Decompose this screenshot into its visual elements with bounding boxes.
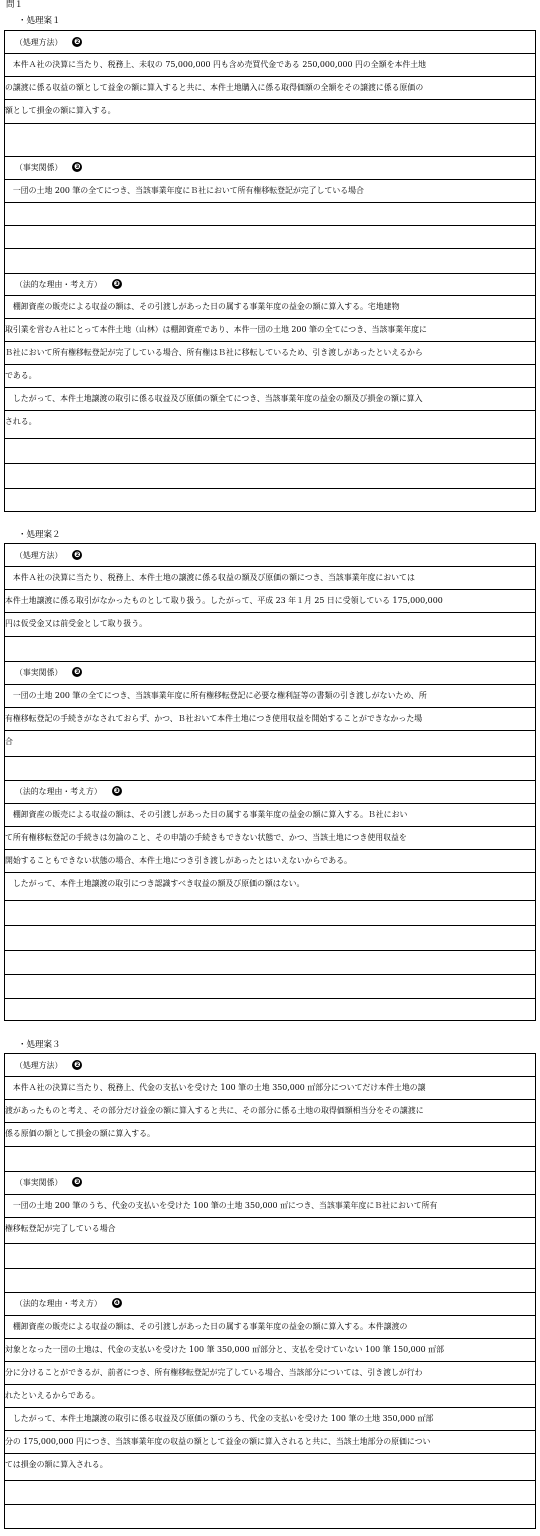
text-line: される。 bbox=[5, 417, 37, 426]
text-line: したがって、本件土地譲渡の取引に係る収益及び原価の額全てにつき、当該事業年度の益金の額及び損金の額に算入 bbox=[5, 394, 423, 403]
text-line: 渡があったものと考え、その部分だけ益金の額に算入すると共に、その部分に係る土地の取得価額相当分をその譲渡に bbox=[5, 1106, 424, 1115]
question-title: 問１ bbox=[6, 0, 24, 10]
text-line: 本件Ａ社の決算に当たり、税務上、代金の支払いを受けた 100 筆の土地 350,000 ㎡部分についてだけ本件土地の譲 bbox=[5, 1083, 426, 1092]
heading-text: （処理方法） bbox=[15, 38, 63, 47]
plan-title: ・処理案３ bbox=[18, 1040, 61, 1050]
text-line: 合 bbox=[5, 737, 13, 746]
number-badge-icon: ❸ bbox=[74, 162, 81, 171]
text-line: 棚卸資産の販売による収益の額は、その引渡しがあった日の属する事業年度の益金の額に算入する。本件譲渡の bbox=[5, 1322, 408, 1331]
text-line: 有権移転登記の手続きがなされておらず、かつ、Ｂ社おいて本件土地につき使用収益を開始することができなかった場 bbox=[5, 714, 423, 723]
plan-box bbox=[4, 543, 536, 1021]
number-badge-icon: ❷ bbox=[74, 37, 81, 46]
plan-title: ・処理案１ bbox=[18, 16, 61, 26]
text-line: 一団の土地 200 筆の全てにつき、当該事業年度に所有権移転登記に必要な権利証等の書類の引き渡しがないため、所 bbox=[5, 691, 427, 700]
section-heading bbox=[15, 1292, 122, 1315]
text-line: 係る原価の額として損金の額に算入する。 bbox=[5, 1129, 155, 1138]
number-badge-icon: ❸ bbox=[113, 279, 120, 288]
number-badge-icon: ❸ bbox=[74, 667, 81, 676]
section-heading bbox=[15, 1054, 82, 1077]
number-badge-icon: ❷ bbox=[74, 1060, 81, 1069]
number-badge-icon: ❷ bbox=[74, 550, 81, 559]
text-line: 額として損金の額に算入する。 bbox=[5, 106, 116, 115]
text-line: 権移転登記が完了している場合 bbox=[5, 1224, 116, 1233]
heading-text: （法的な理由・考え方） bbox=[15, 280, 102, 289]
text-line: 本件土地譲渡に係る取引がなかったものとして取り扱う。したがって、平成 23 年１月 25 日に受領している 175,000,000 bbox=[5, 596, 443, 605]
heading-text: （処理方法） bbox=[15, 1061, 63, 1070]
section-heading bbox=[15, 780, 122, 803]
text-line: 分の 175,000,000 円につき、当該事業年度の収益の額として益金の額に算入されると共に、当該土地部分の原価につい bbox=[5, 1437, 431, 1446]
section-heading bbox=[15, 273, 122, 296]
text-line: 一団の土地 200 筆の全てにつき、当該事業年度にＢ社において所有権移転登記が完了している場合 bbox=[5, 186, 364, 195]
number-badge-icon: ❸ bbox=[74, 1177, 81, 1186]
heading-text: （事実関係） bbox=[15, 668, 63, 677]
text-line: 本件Ａ社の決算に当たり、税務上、本件土地の譲渡に係る収益の額及び原価の額につき、当該事業年度においては bbox=[5, 573, 415, 582]
text-line: したがって、本件土地譲渡の取引に係る収益及び原価の額のうち、代金の支払いを受けた 100 筆の土地 350,000 ㎡部 bbox=[5, 1414, 434, 1423]
text-line: 棚卸資産の販売による収益の額は、その引渡しがあった日の属する事業年度の益金の額に算入する。Ｂ社におい bbox=[5, 810, 408, 819]
heading-text: （事実関係） bbox=[15, 163, 63, 172]
plan-box bbox=[4, 1053, 536, 1529]
section-heading bbox=[15, 156, 82, 179]
text-line: 取引業を営むＡ社にとって本件土地（山林）は棚卸資産であり、本件一団の土地 200 筆の全てにつき、当該事業年度に bbox=[5, 325, 427, 334]
number-badge-icon: ❸ bbox=[113, 786, 120, 795]
text-line: ては損金の額に算入される。 bbox=[5, 1460, 108, 1469]
section-heading bbox=[15, 661, 82, 684]
text-line: 分に分けることができるが、前者につき、所有権移転登記が完了している場合、当該部分については、引き渡しが行わ bbox=[5, 1368, 423, 1377]
section-heading bbox=[15, 544, 82, 567]
plan-box bbox=[4, 30, 536, 512]
text-line: 開始することもできない状態の場合、本件土地につき引き渡しがあったとはいえないからである。 bbox=[5, 856, 352, 865]
plan-title: ・処理案２ bbox=[18, 530, 61, 540]
text-line: Ｂ社において所有権移転登記が完了している場合、所有権はＢ社に移転しているため、引き渡しがあったといえるから bbox=[5, 348, 423, 357]
section-heading bbox=[15, 31, 82, 54]
text-line: の譲渡に係る収益の額として益金の額に算入すると共に、本件土地購入に係る取得価額の全額をその譲渡に係る原価の bbox=[5, 83, 424, 92]
heading-text: （法的な理由・考え方） bbox=[15, 787, 102, 796]
heading-text: （法的な理由・考え方） bbox=[15, 1299, 102, 1308]
text-line: 棚卸資産の販売による収益の額は、その引渡しがあった日の属する事業年度の益金の額に算入する。宅地建物 bbox=[5, 302, 400, 311]
heading-text: （事実関係） bbox=[15, 1178, 63, 1187]
text-line: れたといえるからである。 bbox=[5, 1391, 100, 1400]
text-line: 対象となった一団の土地は、代金の支払いを受けた 100 筆 350,000 ㎡部分と、支払を受けていない 100 筆 150,000 ㎡部 bbox=[5, 1345, 444, 1354]
heading-text: （処理方法） bbox=[15, 551, 63, 560]
text-line: 本件Ａ社の決算に当たり、税務上、未収の 75,000,000 円も含め売買代金である 250,000,000 円の全額を本件土地 bbox=[5, 60, 427, 69]
section-heading bbox=[15, 1171, 82, 1194]
text-line: 一団の土地 200 筆のうち、代金の支払いを受けた 100 筆の土地 350,000 ㎡につき、当該事業年度にＢ社において所有 bbox=[5, 1201, 438, 1210]
text-line: 円は仮受金又は前受金として取り扱う。 bbox=[5, 619, 148, 628]
text-line: したがって、本件土地譲渡の取引につき認識すべき収益の額及び原価の額はない。 bbox=[5, 879, 305, 888]
text-line: である。 bbox=[5, 371, 37, 380]
text-line: て所有権移転登記の手続きは勿論のこと、その申請の手続きもできない状態で、かつ、当該土地につき使用収益を bbox=[5, 833, 407, 842]
number-badge-icon: ❹ bbox=[113, 1298, 120, 1307]
